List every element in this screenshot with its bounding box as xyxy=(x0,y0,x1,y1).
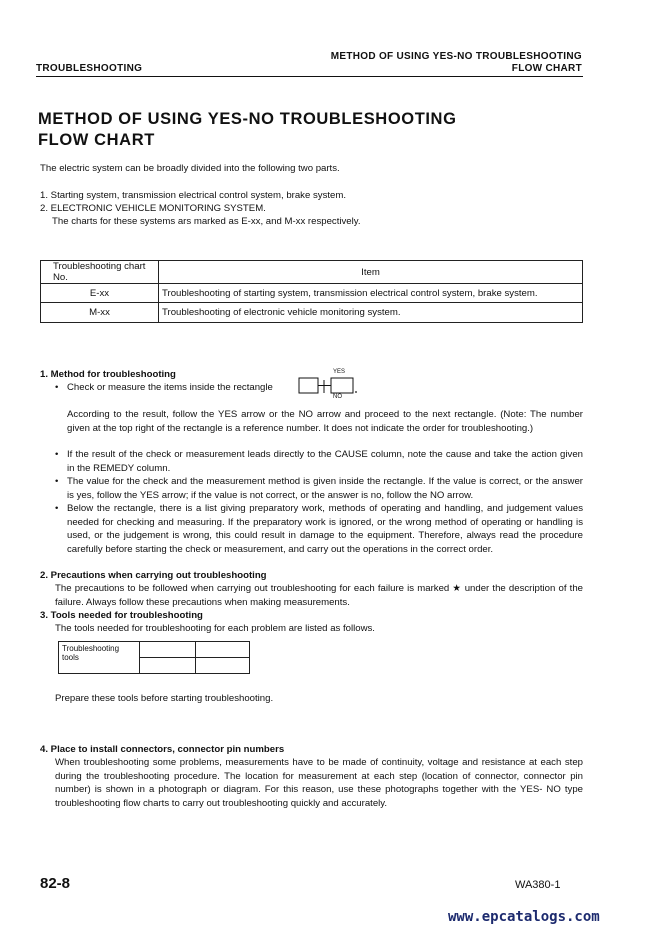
tools-cell xyxy=(140,642,196,658)
section-1-bullet-3: • The value for the check and the measurement method is given inside the rectangle. If the value is correct, or the answer is yes, follow the YES arrow; if the value is not correct, or the answer is no, follow the NO arrow. xyxy=(67,475,583,502)
tools-table xyxy=(58,641,250,674)
section-4-text: When troubleshooting some problems, measurements have to be made of continuity, voltage and resistance at each step during the troubleshooting procedure. The location for measurement at each step (location of connector, connector pin number) is shown in a photograph or diagram. For this reason, use these photographs together with the YES- NO type troubleshooting flow charts to carry out troubleshooting quickly and accurately. xyxy=(55,757,583,809)
section-3-text: The tools needed for troubleshooting for each problem are listed as follows. xyxy=(55,623,375,634)
page-title: METHOD OF USING YES-NO TROUBLESHOOTING xyxy=(38,110,457,128)
section-1-paragraph: According to the result, follow the YES arrow or the NO arrow and proceed to the next rectangle. (Note: The number given at the top right of the rectangle is a reference number. It does not indicate the order for troubleshooting.) xyxy=(67,409,583,434)
header-left: TROUBLESHOOTING xyxy=(36,63,143,74)
intro-item-1: 1. Starting system, transmission electrical control system, brake system. xyxy=(40,190,347,201)
table-row xyxy=(41,284,583,303)
page-title-line2: FLOW CHART xyxy=(38,131,155,149)
section-3-heading: 3. Tools needed for troubleshooting xyxy=(40,610,203,621)
tools-cell xyxy=(140,658,196,674)
watermark-link[interactable]: www.epcatalogs.com xyxy=(448,909,600,925)
table-cell-no: M-xx xyxy=(41,303,159,323)
section-1-heading: 1. Method for troubleshooting xyxy=(40,369,176,380)
page-number: 82-8 xyxy=(40,875,71,892)
header-right-line1: METHOD OF USING YES-NO TROUBLESHOOTING xyxy=(330,51,582,62)
chart-number-table xyxy=(40,260,583,323)
section-1-bullet-1: • Check or measure the items inside the rectangle xyxy=(67,381,273,395)
tools-cell xyxy=(196,658,250,674)
model-number: WA380-1 xyxy=(515,879,561,891)
tools-label: Troubleshooting tools xyxy=(59,642,140,674)
header-right-line2: FLOW CHART xyxy=(511,63,582,74)
yes-label: YES xyxy=(333,369,346,375)
section-1-bullet-4: • Below the rectangle, there is a list giving preparatory work, methods of operating and handling, and judgement values needed for checking and measuring. If the preparatory work is ignored, or the wrong method of operating or handling is used, or the judgement is wrong, this could result in damage to the equipment. Therefore, always read the procedure carefully before starting the check or measurement, and carry out the operations in the correct order. xyxy=(67,502,583,556)
table-cell-item: Troubleshooting of starting system, transmission electrical control system, brake system. xyxy=(159,284,583,303)
section-1-bullet-2: • If the result of the check or measurement leads directly to the CAUSE column, note the cause and take the action given in the REMEDY column. xyxy=(67,448,583,475)
section-2-heading: 2. Precautions when carrying out troubleshooting xyxy=(40,570,267,581)
table-row xyxy=(41,303,583,323)
tools-cell xyxy=(196,642,250,658)
table-cell-no: E-xx xyxy=(41,284,159,303)
section-2-text: The precautions to be followed when carrying out troubleshooting for each failure is marked ★ under the description of the failure. Always follow these precautions when making measurements. xyxy=(55,583,583,608)
table-cell-item: Troubleshooting of electronic vehicle monitoring system. xyxy=(159,303,583,323)
flowchart-rectangle-icon xyxy=(298,377,362,395)
table-header-item: Item xyxy=(159,261,583,284)
header-rule xyxy=(36,76,583,77)
intro-item-3: The charts for these systems ars marked as E-xx, and M-xx respectively. xyxy=(52,216,361,227)
table-header-chart-no: Troubleshooting chart No. xyxy=(41,261,159,284)
no-label: NO xyxy=(333,394,342,400)
intro-paragraph: The electric system can be broadly divided into the following two parts. xyxy=(40,163,340,174)
intro-item-2: 2. ELECTRONIC VEHICLE MONITORING SYSTEM. xyxy=(40,203,266,214)
section-4-heading: 4. Place to install connectors, connector pin numbers xyxy=(40,744,285,755)
section-3-after: Prepare these tools before starting troubleshooting. xyxy=(55,693,274,704)
